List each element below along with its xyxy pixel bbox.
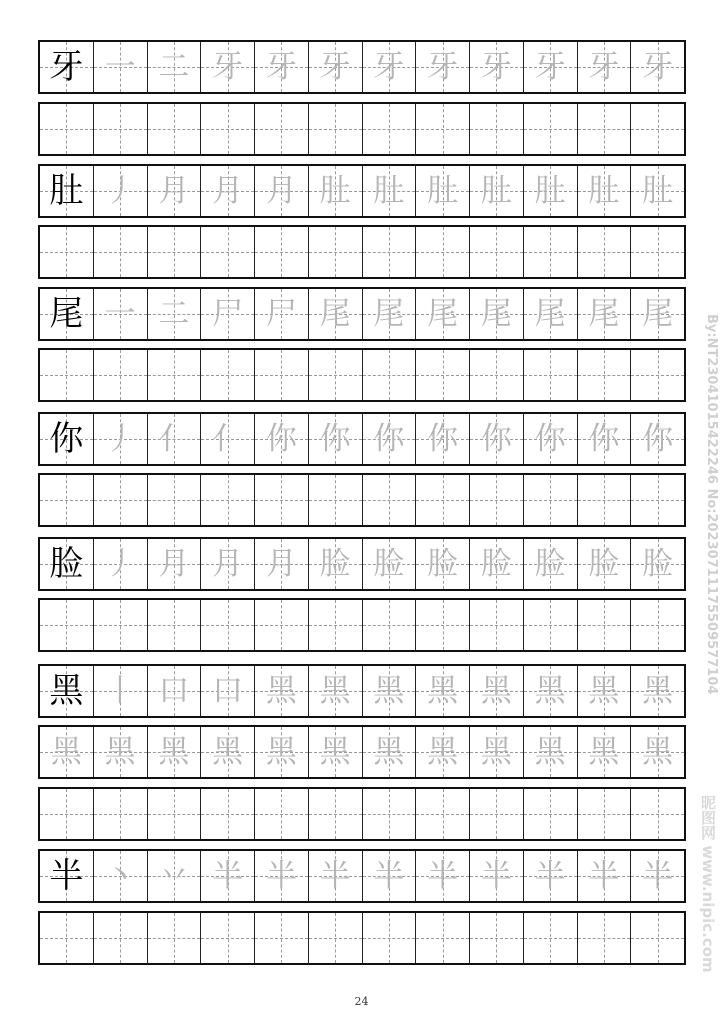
- trace-character: 黑: [534, 672, 566, 709]
- grid-cell: [255, 600, 309, 650]
- grid-cell: [148, 104, 202, 154]
- character-practice-row: [38, 412, 686, 466]
- grid-cell: [40, 600, 94, 650]
- trace-character: 口: [158, 672, 190, 709]
- trace-character: 黑: [480, 733, 512, 770]
- grid-cell: [578, 227, 632, 277]
- grid-cell: [363, 414, 417, 464]
- grid-cell: [94, 350, 148, 400]
- grid-cell: [470, 104, 524, 154]
- grid-cell: [631, 166, 684, 216]
- grid-cell: [416, 104, 470, 154]
- grid-cell: [201, 414, 255, 464]
- grid-cell: [578, 350, 632, 400]
- trace-character: 丷: [158, 857, 190, 894]
- trace-character: 肚: [480, 172, 512, 209]
- blank-practice-row: [38, 473, 686, 527]
- grid-cell: [309, 539, 363, 589]
- trace-character: 半: [212, 857, 244, 894]
- grid-cell: [148, 666, 202, 716]
- trace-character: 尾: [642, 295, 674, 332]
- grid-cell: [524, 350, 578, 400]
- grid-cell: [470, 475, 524, 525]
- grid-cell: [578, 913, 632, 963]
- trace-character: 肚: [319, 172, 351, 209]
- trace-character: 你: [319, 420, 351, 457]
- grid-cell: [40, 666, 94, 716]
- trace-character: 黑: [265, 672, 297, 709]
- grid-cell: [201, 600, 255, 650]
- trace-character: 丿: [104, 420, 136, 457]
- grid-cell: [470, 539, 524, 589]
- grid-cell: [631, 227, 684, 277]
- grid-cell: [524, 851, 578, 901]
- trace-character: 月: [265, 172, 297, 209]
- grid-cell: [524, 289, 578, 339]
- grid-cell: [148, 539, 202, 589]
- grid-cell: [578, 789, 632, 839]
- trace-character: 月: [265, 545, 297, 582]
- grid-cell: [309, 913, 363, 963]
- blank-practice-row: [38, 102, 686, 156]
- grid-cell: [363, 600, 417, 650]
- grid-cell: [40, 289, 94, 339]
- grid-cell: [470, 350, 524, 400]
- trace-character: 牙: [265, 48, 297, 85]
- blank-practice-row: [38, 911, 686, 965]
- grid-cell: [524, 727, 578, 777]
- grid-cell: [94, 166, 148, 216]
- trace-character: 黑: [265, 733, 297, 770]
- trace-character: 你: [427, 420, 459, 457]
- blank-practice-row: [38, 348, 686, 402]
- trace-character: 脸: [373, 545, 405, 582]
- grid-cell: [363, 789, 417, 839]
- grid-cell: [578, 414, 632, 464]
- grid-cell: [363, 851, 417, 901]
- grid-cell: [631, 289, 684, 339]
- grid-cell: [524, 913, 578, 963]
- grid-cell: [94, 414, 148, 464]
- grid-cell: [470, 166, 524, 216]
- trace-character: 丿: [104, 172, 136, 209]
- grid-cell: [94, 539, 148, 589]
- grid-cell: [40, 104, 94, 154]
- character-practice-row: [38, 725, 686, 779]
- grid-cell: [255, 104, 309, 154]
- grid-cell: [363, 289, 417, 339]
- grid-cell: [524, 475, 578, 525]
- blank-practice-row: [38, 225, 686, 279]
- trace-character: 尾: [427, 295, 459, 332]
- grid-cell: [255, 475, 309, 525]
- grid-cell: [309, 104, 363, 154]
- trace-character: 半: [480, 857, 512, 894]
- grid-cell: [255, 727, 309, 777]
- grid-cell: [631, 539, 684, 589]
- trace-character: 月: [212, 545, 244, 582]
- trace-character: 牙: [642, 48, 674, 85]
- trace-character: 肚: [373, 172, 405, 209]
- grid-cell: [524, 539, 578, 589]
- grid-cell: [416, 42, 470, 92]
- grid-cell: [578, 539, 632, 589]
- grid-cell: [363, 166, 417, 216]
- character-practice-row: [38, 664, 686, 718]
- trace-character: 脸: [427, 545, 459, 582]
- grid-cell: [578, 42, 632, 92]
- grid-cell: [416, 289, 470, 339]
- character-practice-row: [38, 287, 686, 341]
- trace-character: 黑: [212, 733, 244, 770]
- grid-cell: [470, 666, 524, 716]
- model-character: 脸: [49, 544, 84, 584]
- grid-cell: [309, 666, 363, 716]
- grid-cell: [255, 539, 309, 589]
- grid-cell: [201, 913, 255, 963]
- trace-character: 你: [534, 420, 566, 457]
- grid-cell: [578, 600, 632, 650]
- trace-character: 牙: [319, 48, 351, 85]
- trace-character: 尾: [588, 295, 620, 332]
- trace-character: 你: [265, 420, 297, 457]
- grid-cell: [309, 600, 363, 650]
- grid-cell: [201, 666, 255, 716]
- grid-cell: [255, 913, 309, 963]
- grid-cell: [94, 913, 148, 963]
- grid-cell: [470, 600, 524, 650]
- grid-cell: [94, 42, 148, 92]
- grid-cell: [309, 851, 363, 901]
- grid-cell: [631, 851, 684, 901]
- grid-cell: [94, 851, 148, 901]
- grid-cell: [309, 42, 363, 92]
- grid-cell: [416, 600, 470, 650]
- model-character: 黑: [49, 671, 84, 711]
- grid-cell: [255, 166, 309, 216]
- trace-character: 尾: [534, 295, 566, 332]
- grid-cell: [255, 789, 309, 839]
- character-practice-row: [38, 849, 686, 903]
- grid-cell: [201, 104, 255, 154]
- trace-character: 二: [158, 295, 190, 332]
- grid-cell: [255, 227, 309, 277]
- page-number: 24: [354, 995, 369, 1008]
- grid-cell: [201, 851, 255, 901]
- grid-cell: [631, 913, 684, 963]
- trace-character: 你: [373, 420, 405, 457]
- grid-cell: [201, 289, 255, 339]
- grid-cell: [578, 289, 632, 339]
- grid-cell: [309, 289, 363, 339]
- grid-cell: [416, 851, 470, 901]
- grid-cell: [470, 789, 524, 839]
- trace-character: 月: [158, 172, 190, 209]
- grid-cell: [94, 227, 148, 277]
- trace-character: 半: [642, 857, 674, 894]
- trace-character: 黑: [534, 733, 566, 770]
- trace-character: 黑: [319, 672, 351, 709]
- grid-cell: [148, 289, 202, 339]
- trace-character: 黑: [104, 733, 136, 770]
- grid-cell: [40, 789, 94, 839]
- trace-character: 尸: [265, 295, 297, 332]
- trace-character: 一: [104, 48, 136, 85]
- grid-cell: [416, 727, 470, 777]
- grid-cell: [416, 350, 470, 400]
- trace-character: 你: [480, 420, 512, 457]
- trace-character: 黑: [373, 733, 405, 770]
- grid-cell: [363, 475, 417, 525]
- grid-cell: [40, 851, 94, 901]
- trace-character: 尾: [373, 295, 405, 332]
- grid-cell: [148, 789, 202, 839]
- grid-cell: [470, 727, 524, 777]
- grid-cell: [309, 789, 363, 839]
- grid-cell: [524, 104, 578, 154]
- grid-cell: [631, 350, 684, 400]
- trace-character: 脸: [642, 545, 674, 582]
- grid-cell: [40, 166, 94, 216]
- grid-cell: [148, 227, 202, 277]
- trace-character: 月: [158, 545, 190, 582]
- watermark-site: 昵图网 www.nipic.com: [699, 795, 717, 973]
- model-character: 半: [49, 856, 84, 896]
- grid-cell: [201, 227, 255, 277]
- trace-character: 黑: [588, 672, 620, 709]
- blank-practice-row: [38, 598, 686, 652]
- grid-cell: [255, 350, 309, 400]
- grid-cell: [524, 666, 578, 716]
- grid-cell: [309, 227, 363, 277]
- model-character: 牙: [49, 47, 84, 87]
- grid-cell: [470, 913, 524, 963]
- grid-cell: [363, 350, 417, 400]
- grid-cell: [363, 104, 417, 154]
- grid-cell: [631, 789, 684, 839]
- grid-cell: [255, 42, 309, 92]
- grid-cell: [631, 104, 684, 154]
- grid-cell: [40, 350, 94, 400]
- grid-cell: [309, 414, 363, 464]
- grid-cell: [148, 600, 202, 650]
- trace-character: 月: [212, 172, 244, 209]
- grid-cell: [201, 539, 255, 589]
- trace-character: 亻: [158, 420, 190, 457]
- grid-cell: [631, 414, 684, 464]
- grid-cell: [363, 227, 417, 277]
- grid-cell: [363, 42, 417, 92]
- blank-practice-row: [38, 787, 686, 841]
- grid-cell: [416, 789, 470, 839]
- grid-cell: [148, 42, 202, 92]
- trace-character: 半: [265, 857, 297, 894]
- trace-character: 丶: [104, 857, 136, 894]
- grid-cell: [94, 789, 148, 839]
- grid-cell: [255, 851, 309, 901]
- grid-cell: [416, 539, 470, 589]
- grid-cell: [40, 42, 94, 92]
- trace-character: 肚: [642, 172, 674, 209]
- grid-cell: [578, 166, 632, 216]
- trace-character: 你: [588, 420, 620, 457]
- grid-cell: [309, 350, 363, 400]
- grid-cell: [631, 600, 684, 650]
- trace-character: 丿: [104, 545, 136, 582]
- model-character: 你: [49, 419, 84, 459]
- trace-character: 黑: [373, 672, 405, 709]
- grid-cell: [470, 289, 524, 339]
- trace-character: 脸: [319, 545, 351, 582]
- trace-character: 脸: [534, 545, 566, 582]
- trace-character: 尾: [480, 295, 512, 332]
- grid-cell: [363, 727, 417, 777]
- grid-cell: [255, 289, 309, 339]
- watermark-id: By:NT23041015422246 No:20230711175509577104: [704, 313, 719, 694]
- trace-character: 牙: [212, 48, 244, 85]
- grid-cell: [94, 727, 148, 777]
- trace-character: 黑: [427, 672, 459, 709]
- grid-cell: [416, 913, 470, 963]
- grid-cell: [94, 666, 148, 716]
- grid-cell: [363, 539, 417, 589]
- grid-cell: [524, 227, 578, 277]
- grid-cell: [148, 727, 202, 777]
- grid-cell: [201, 727, 255, 777]
- grid-cell: [309, 475, 363, 525]
- grid-cell: [578, 666, 632, 716]
- model-character: 尾: [49, 294, 84, 334]
- grid-cell: [148, 166, 202, 216]
- trace-character: 亻: [212, 420, 244, 457]
- grid-cell: [94, 104, 148, 154]
- character-practice-row: [38, 164, 686, 218]
- grid-cell: [201, 166, 255, 216]
- grid-cell: [524, 600, 578, 650]
- grid-cell: [470, 227, 524, 277]
- grid-cell: [578, 851, 632, 901]
- grid-cell: [148, 913, 202, 963]
- trace-character: 口: [212, 672, 244, 709]
- grid-cell: [470, 851, 524, 901]
- grid-cell: [40, 913, 94, 963]
- character-practice-row: [38, 537, 686, 591]
- grid-cell: [255, 414, 309, 464]
- trace-character: 黑: [319, 733, 351, 770]
- grid-cell: [524, 166, 578, 216]
- trace-character: 脸: [588, 545, 620, 582]
- trace-character: 牙: [373, 48, 405, 85]
- trace-character: 尾: [319, 295, 351, 332]
- grid-cell: [363, 666, 417, 716]
- trace-character: 肚: [534, 172, 566, 209]
- trace-character: 半: [588, 857, 620, 894]
- grid-cell: [148, 350, 202, 400]
- trace-character: 二: [158, 48, 190, 85]
- trace-character: 丨: [104, 672, 136, 709]
- grid-cell: [148, 475, 202, 525]
- trace-character: 肚: [427, 172, 459, 209]
- grid-cell: [631, 727, 684, 777]
- trace-character: 黑: [642, 733, 674, 770]
- grid-cell: [524, 414, 578, 464]
- trace-character: 牙: [588, 48, 620, 85]
- grid-cell: [94, 600, 148, 650]
- grid-cell: [524, 42, 578, 92]
- grid-cell: [363, 913, 417, 963]
- trace-character: 牙: [534, 48, 566, 85]
- trace-character: 黑: [50, 733, 82, 770]
- grid-cell: [40, 414, 94, 464]
- grid-cell: [578, 475, 632, 525]
- character-practice-row: [38, 40, 686, 94]
- grid-cell: [524, 789, 578, 839]
- grid-cell: [40, 727, 94, 777]
- grid-cell: [309, 166, 363, 216]
- grid-cell: [578, 727, 632, 777]
- grid-cell: [470, 414, 524, 464]
- grid-cell: [416, 414, 470, 464]
- trace-character: 半: [534, 857, 566, 894]
- trace-character: 脸: [480, 545, 512, 582]
- grid-cell: [201, 475, 255, 525]
- trace-character: 半: [373, 857, 405, 894]
- grid-cell: [201, 789, 255, 839]
- grid-cell: [631, 475, 684, 525]
- grid-cell: [201, 350, 255, 400]
- grid-cell: [40, 539, 94, 589]
- trace-character: 黑: [588, 733, 620, 770]
- grid-cell: [416, 666, 470, 716]
- grid-cell: [148, 851, 202, 901]
- trace-character: 一: [104, 295, 136, 332]
- grid-cell: [631, 42, 684, 92]
- trace-character: 你: [642, 420, 674, 457]
- grid-cell: [201, 42, 255, 92]
- trace-character: 牙: [480, 48, 512, 85]
- grid-cell: [470, 42, 524, 92]
- trace-character: 黑: [158, 733, 190, 770]
- grid-cell: [578, 104, 632, 154]
- grid-cell: [631, 666, 684, 716]
- grid-cell: [148, 414, 202, 464]
- grid-cell: [255, 666, 309, 716]
- trace-character: 黑: [480, 672, 512, 709]
- model-character: 肚: [49, 171, 84, 211]
- grid-cell: [416, 166, 470, 216]
- trace-character: 牙: [427, 48, 459, 85]
- trace-character: 尸: [212, 295, 244, 332]
- grid-cell: [416, 475, 470, 525]
- grid-cell: [40, 475, 94, 525]
- trace-character: 黑: [427, 733, 459, 770]
- grid-cell: [94, 475, 148, 525]
- grid-cell: [40, 227, 94, 277]
- trace-character: 半: [319, 857, 351, 894]
- grid-cell: [309, 727, 363, 777]
- trace-character: 半: [427, 857, 459, 894]
- trace-character: 黑: [642, 672, 674, 709]
- grid-cell: [416, 227, 470, 277]
- grid-cell: [94, 289, 148, 339]
- trace-character: 肚: [588, 172, 620, 209]
